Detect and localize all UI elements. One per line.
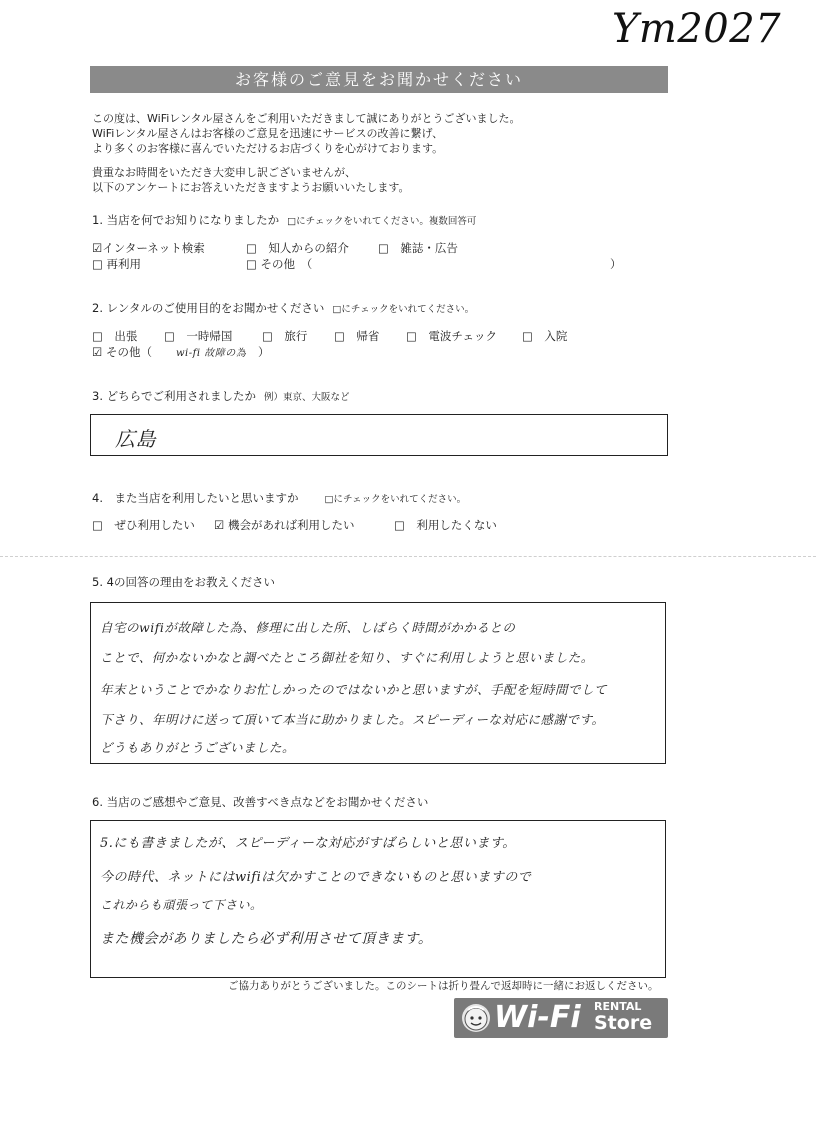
wifi-rental-store-logo — [454, 998, 668, 1038]
page-title: お客様のご意見をお聞かせください — [90, 66, 668, 93]
fold-line — [0, 556, 816, 557]
question-5-label: 5. 4の回答の理由をお教えください — [92, 575, 275, 589]
q5-line-3: 年末ということでかなりお忙しかったのではないかと思いますが、手配を短時間でして — [100, 682, 608, 697]
q1-option-internet[interactable]: ☑インターネット検索 — [92, 241, 205, 255]
question-3-note: 例）東京、大阪など — [264, 392, 350, 403]
question-2-label: 2. レンタルのご使用目的をお聞かせください — [92, 301, 325, 315]
logo-rental-text: RENTAL — [594, 1000, 642, 1013]
q4-option-if-chance[interactable]: ☑ 機会があれば利用したい — [214, 518, 355, 532]
q2-option-temporary-return[interactable]: □ 一時帰国 — [164, 329, 233, 343]
question-4-note: □にチェックをいれてください。 — [324, 494, 467, 505]
intro-line-4: 貴重なお時間をいただき大変申し訳ございませんが、 — [92, 166, 356, 179]
intro-line-2: WiFiレンタル屋さんはお客様のご意見を迅速にサービスの改善に繋げ、 — [92, 127, 444, 140]
q4-option-definitely[interactable]: □ ぜひ利用したい — [92, 518, 195, 532]
q1-option-other[interactable]: □ その他 （ — [246, 257, 313, 271]
q5-line-1: 自宅のwifiが故障した為、修理に出した所、しばらく時間がかかるとの — [100, 620, 516, 635]
question-6-label: 6. 当店のご感想やご意見、改善すべき点などをお聞かせください — [92, 795, 429, 809]
wifi-mascot-icon — [462, 1004, 490, 1032]
q2-other-handwritten: wi-fi 故障の為 — [176, 348, 247, 359]
q6-line-4: また機会がありましたら必ず利用させて頂きます。 — [100, 931, 433, 947]
question-1-note: □にチェックをいれてください。複数回答可 — [287, 216, 477, 227]
q4-option-no[interactable]: □ 利用したくない — [394, 518, 497, 532]
intro-line-3: より多くのお客様に喜んでいただけるお店づくりを心がけております。 — [92, 142, 444, 155]
q6-line-2: 今の時代、ネットにはwifiは欠かすことのできないものと思いますので — [100, 870, 532, 885]
document-id-handwritten: Ym2027 — [612, 6, 782, 52]
q1-option-referral[interactable]: □ 知人からの紹介 — [246, 241, 349, 255]
q5-line-2: ことで、何かないかなと調べたところ御社を知り、すぐに利用しようと思いました。 — [100, 650, 594, 665]
question-2-note: □にチェックをいれてください。 — [332, 304, 475, 315]
q3-answer-box[interactable] — [90, 414, 668, 456]
q6-line-1: 5.にも書きましたが、スピーディーな対応がすばらしいと思います。 — [100, 836, 516, 851]
question-3 — [92, 388, 350, 404]
q2-option-hospital[interactable]: □ 入院 — [522, 329, 568, 343]
footer-thanks: ご協力ありがとうございました。このシートは折り畳んで返却時に一緒にお返しください。 — [228, 980, 659, 992]
question-1-label: 1. 当店を何でお知りになりましたか — [92, 213, 280, 227]
q2-option-business[interactable]: □ 出張 — [92, 329, 138, 343]
question-3-label: 3. どちらでご利用されましたか — [92, 389, 257, 403]
q5-line-5: どうもありがとうございました。 — [100, 740, 296, 755]
logo-wifi-text: Wi-Fi — [494, 1000, 581, 1035]
q5-line-4: 下さり、年明けに送って頂いて本当に助かりました。スピーディーな対応に感謝です。 — [100, 712, 605, 727]
question-4-label: 4. また当店を利用したいと思いますか — [92, 491, 299, 505]
q2-option-other[interactable]: ☑ その他（ — [92, 345, 152, 359]
q3-answer-handwritten: 広島 — [115, 427, 156, 451]
intro-line-5: 以下のアンケートにお答えいただきますようお願いいたします。 — [92, 181, 410, 194]
question-2 — [92, 300, 474, 316]
q2-option-homecoming[interactable]: □ 帰省 — [334, 329, 380, 343]
question-1 — [92, 212, 476, 228]
logo-store-text: Store — [594, 1012, 653, 1034]
q2-option-signal-check[interactable]: □ 電波チェック — [406, 329, 498, 343]
q1-option-other-close: ） — [610, 257, 622, 271]
q2-option-travel[interactable]: □ 旅行 — [262, 329, 308, 343]
q1-option-magazine[interactable]: □ 雑誌・広告 — [378, 241, 458, 255]
intro-line-1: この度は、WiFiレンタル屋さんをご利用いただきまして誠にありがとうございました。 — [92, 112, 521, 125]
q1-option-reuse[interactable]: □ 再利用 — [92, 257, 142, 271]
question-4 — [92, 490, 466, 506]
q6-line-3: これからも頑張って下さい。 — [100, 898, 263, 912]
q2-option-other-close: ） — [258, 345, 270, 359]
